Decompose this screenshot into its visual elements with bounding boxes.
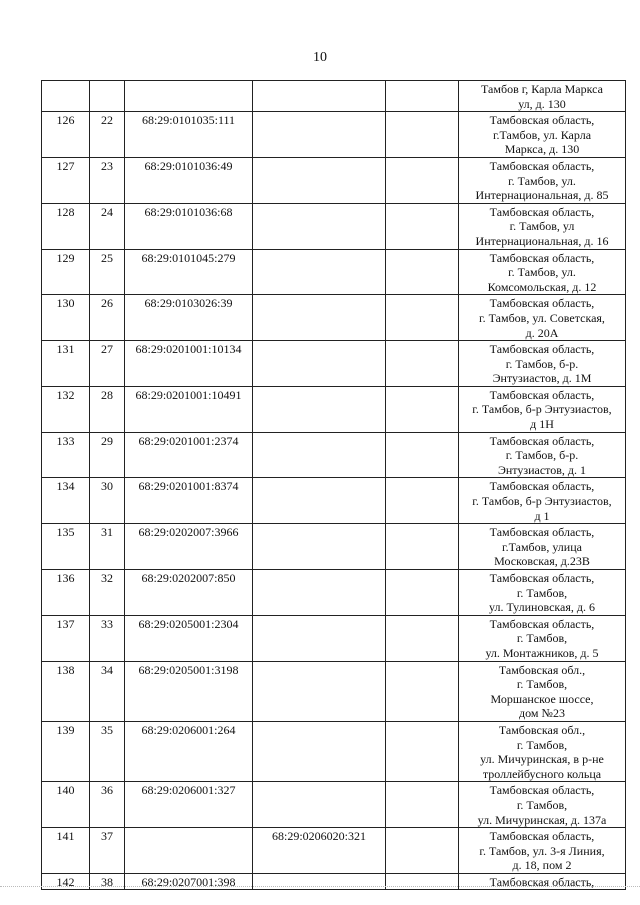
address-cell: Тамбовская область, г. Тамбов, ул. Советская, д. 20А <box>459 295 626 341</box>
row-index-cell: 33 <box>90 615 125 661</box>
related-cadastral-cell <box>253 203 386 249</box>
row-number-cell: 141 <box>42 828 90 874</box>
empty-cell <box>386 203 459 249</box>
address-cell: Тамбовская область, г. Тамбов, б-р. Энтузиастов, д. 1М <box>459 341 626 387</box>
row-index-cell: 23 <box>90 157 125 203</box>
cadastral-number-cell <box>125 81 253 112</box>
related-cadastral-cell <box>253 721 386 781</box>
table-row <box>42 721 626 781</box>
cadastral-number-cell: 68:29:0101036:68 <box>125 203 253 249</box>
related-cadastral-cell <box>253 249 386 295</box>
address-cell: Тамбовская область, г.Тамбов, улица Московская, д.23В <box>459 524 626 570</box>
table-row <box>42 615 626 661</box>
address-cell: Тамбов г, Карла Маркса ул, д. 130 <box>459 81 626 112</box>
empty-cell <box>386 615 459 661</box>
table-row <box>42 478 626 524</box>
address-cell: Тамбовская область, г. Тамбов, ул. Тулиновская, д. 6 <box>459 570 626 616</box>
cadastral-number-cell: 68:29:0207001:398 <box>125 873 253 890</box>
address-cell: Тамбовская область, г. Тамбов, ул. 3-я Линия, д. 18, пом 2 <box>459 828 626 874</box>
address-cell: Тамбовская область, г. Тамбов, б-р Энтузиастов, д 1 <box>459 478 626 524</box>
empty-cell <box>386 570 459 616</box>
row-index-cell: 31 <box>90 524 125 570</box>
table-row <box>42 570 626 616</box>
row-number-cell: 128 <box>42 203 90 249</box>
related-cadastral-cell <box>253 295 386 341</box>
address-cell: Тамбовская обл., г. Тамбов, ул. Мичуринская, в р-не троллейбусного кольца <box>459 721 626 781</box>
row-index-cell: 30 <box>90 478 125 524</box>
related-cadastral-cell: 68:29:0206020:321 <box>253 828 386 874</box>
address-cell: Тамбовская область, г. Тамбов, ул. Мичуринская, д. 137а <box>459 782 626 828</box>
cadastral-number-cell: 68:29:0202007:850 <box>125 570 253 616</box>
cadastral-number-cell: 68:29:0201001:2374 <box>125 432 253 478</box>
row-number-cell: 132 <box>42 386 90 432</box>
empty-cell <box>386 157 459 203</box>
row-index-cell <box>90 81 125 112</box>
scan-artifact-line <box>0 886 640 889</box>
row-number-cell: 129 <box>42 249 90 295</box>
related-cadastral-cell <box>253 615 386 661</box>
related-cadastral-cell <box>253 81 386 112</box>
table-row <box>42 432 626 478</box>
empty-cell <box>386 721 459 781</box>
row-index-cell: 32 <box>90 570 125 616</box>
table-row <box>42 661 626 721</box>
row-number-cell <box>42 81 90 112</box>
row-number-cell: 142 <box>42 873 90 890</box>
page-number: 10 <box>313 50 327 65</box>
row-index-cell: 26 <box>90 295 125 341</box>
cadastral-number-cell <box>125 828 253 874</box>
address-cell: Тамбовская область, г. Тамбов, ул. Монтажников, д. 5 <box>459 615 626 661</box>
table-row <box>42 524 626 570</box>
cadastral-number-cell: 68:29:0201001:10491 <box>125 386 253 432</box>
row-index-cell: 25 <box>90 249 125 295</box>
empty-cell <box>386 81 459 112</box>
related-cadastral-cell <box>253 478 386 524</box>
related-cadastral-cell <box>253 112 386 158</box>
empty-cell <box>386 828 459 874</box>
row-index-cell: 22 <box>90 112 125 158</box>
empty-cell <box>386 112 459 158</box>
cadastral-number-cell: 68:29:0101035:111 <box>125 112 253 158</box>
empty-cell <box>386 661 459 721</box>
address-cell: Тамбовская область, г.Тамбов, ул. Карла Маркса, д. 130 <box>459 112 626 158</box>
address-cell: Тамбовская область, г. Тамбов, ул. Комсомольская, д. 12 <box>459 249 626 295</box>
related-cadastral-cell <box>253 524 386 570</box>
row-number-cell: 139 <box>42 721 90 781</box>
row-index-cell: 29 <box>90 432 125 478</box>
row-number-cell: 136 <box>42 570 90 616</box>
row-index-cell: 35 <box>90 721 125 781</box>
row-number-cell: 127 <box>42 157 90 203</box>
row-number-cell: 130 <box>42 295 90 341</box>
row-number-cell: 138 <box>42 661 90 721</box>
row-index-cell: 24 <box>90 203 125 249</box>
table-row <box>42 81 626 112</box>
cadastral-number-cell: 68:29:0206001:327 <box>125 782 253 828</box>
address-cell: Тамбовская обл., г. Тамбов, Моршанское шоссе, дом №23 <box>459 661 626 721</box>
table-row <box>42 112 626 158</box>
register-table-body <box>42 81 626 890</box>
row-index-cell: 28 <box>90 386 125 432</box>
table-row <box>42 295 626 341</box>
table-row <box>42 386 626 432</box>
empty-cell <box>386 478 459 524</box>
cadastral-number-cell: 68:29:0205001:3198 <box>125 661 253 721</box>
row-index-cell: 34 <box>90 661 125 721</box>
row-index-cell: 38 <box>90 873 125 890</box>
empty-cell <box>386 524 459 570</box>
address-cell: Тамбовская область, г. Тамбов, б-р Энтузиастов, д 1Н <box>459 386 626 432</box>
related-cadastral-cell <box>253 386 386 432</box>
row-number-cell: 137 <box>42 615 90 661</box>
cadastral-number-cell: 68:29:0201001:10134 <box>125 341 253 387</box>
table-row <box>42 782 626 828</box>
cadastral-number-cell: 68:29:0101036:49 <box>125 157 253 203</box>
row-index-cell: 37 <box>90 828 125 874</box>
row-number-cell: 126 <box>42 112 90 158</box>
related-cadastral-cell <box>253 570 386 616</box>
row-number-cell: 131 <box>42 341 90 387</box>
empty-cell <box>386 295 459 341</box>
register-table <box>41 80 626 890</box>
cadastral-number-cell: 68:29:0101045:279 <box>125 249 253 295</box>
row-index-cell: 27 <box>90 341 125 387</box>
row-number-cell: 140 <box>42 782 90 828</box>
related-cadastral-cell <box>253 661 386 721</box>
empty-cell <box>386 249 459 295</box>
related-cadastral-cell <box>253 341 386 387</box>
row-number-cell: 133 <box>42 432 90 478</box>
address-cell: Тамбовская область, г. Тамбов, б-р. Энтузиастов, д. 1 <box>459 432 626 478</box>
empty-cell <box>386 386 459 432</box>
cadastral-number-cell: 68:29:0205001:2304 <box>125 615 253 661</box>
row-index-cell: 36 <box>90 782 125 828</box>
related-cadastral-cell <box>253 782 386 828</box>
table-row <box>42 157 626 203</box>
cadastral-number-cell: 68:29:0202007:3966 <box>125 524 253 570</box>
cadastral-number-cell: 68:29:0103026:39 <box>125 295 253 341</box>
table-row <box>42 828 626 874</box>
cadastral-number-cell: 68:29:0206001:264 <box>125 721 253 781</box>
related-cadastral-cell <box>253 157 386 203</box>
address-cell: Тамбовская область, г. Тамбов, ул. Интернациональная, д. 85 <box>459 157 626 203</box>
address-cell: Тамбовская область, г. Тамбов, ул Интернациональная, д. 16 <box>459 203 626 249</box>
table-row <box>42 249 626 295</box>
empty-cell <box>386 782 459 828</box>
row-number-cell: 134 <box>42 478 90 524</box>
table-row <box>42 341 626 387</box>
related-cadastral-cell <box>253 432 386 478</box>
cadastral-number-cell: 68:29:0201001:8374 <box>125 478 253 524</box>
empty-cell <box>386 432 459 478</box>
empty-cell <box>386 341 459 387</box>
table-row <box>42 203 626 249</box>
address-cell: Тамбовская область, <box>459 873 626 890</box>
row-number-cell: 135 <box>42 524 90 570</box>
